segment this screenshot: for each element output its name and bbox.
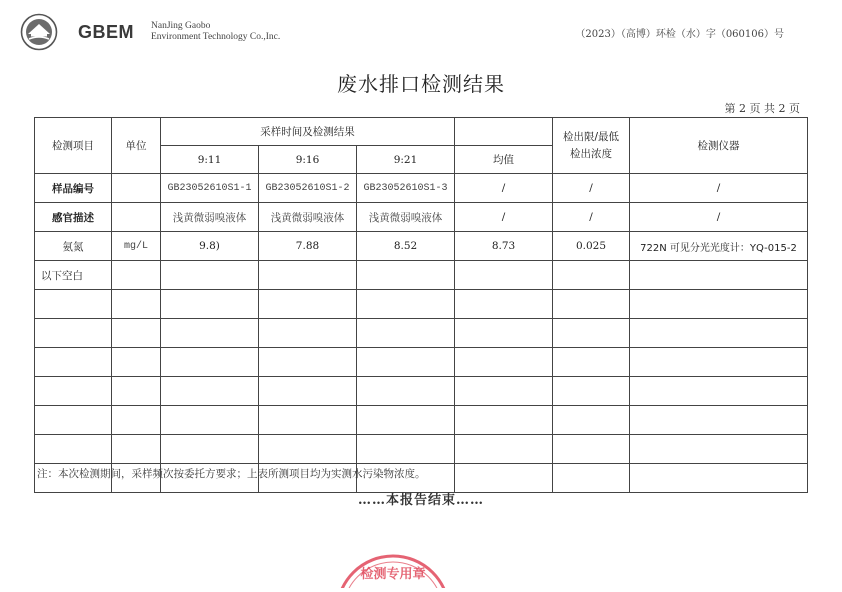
stamp-text: 检测专用章	[360, 567, 426, 582]
company-name-line2: Environment Technology Co.,Inc.	[151, 32, 281, 42]
row-mean: /	[455, 203, 553, 232]
page-title: 废水排口检测结果	[337, 72, 505, 96]
row-unit: mg/L	[112, 232, 161, 261]
header-mean: 均值	[455, 146, 553, 174]
header-item: 检测项目	[35, 118, 112, 174]
results-table	[34, 117, 808, 493]
row-mean: 8.73	[455, 232, 553, 261]
table-row	[35, 203, 808, 232]
table-row	[35, 232, 808, 261]
row-mean: /	[455, 174, 553, 203]
header-instrument: 检测仪器	[630, 118, 808, 174]
row-value-3	[357, 261, 455, 290]
row-value-3: 8.52	[357, 232, 455, 261]
row-limit: /	[553, 174, 630, 203]
row-limit	[553, 261, 630, 290]
document-number: （2023）（高博）环检（水）字（060106）号	[575, 29, 784, 40]
row-value-3: GB23052610S1-3	[357, 174, 455, 203]
row-value-1: 浅黄微弱嗅液体	[161, 203, 259, 232]
table-row-blank	[35, 435, 808, 464]
row-item: 样品编号	[35, 174, 112, 203]
table-row-blank	[35, 406, 808, 435]
row-value-1: 9.8)	[161, 232, 259, 261]
row-instrument: /	[630, 203, 808, 232]
header-limit: 检出限/最低检出浓度	[553, 118, 630, 174]
table-row-blank	[35, 377, 808, 406]
row-item: 以下空白	[35, 261, 112, 290]
report-end-marker: ……本报告结束……	[357, 493, 484, 508]
header-unit: 单位	[112, 118, 161, 174]
table-row	[35, 174, 808, 203]
table-row-blank	[35, 319, 808, 348]
row-value-3: 浅黄微弱嗅液体	[357, 203, 455, 232]
row-limit: 0.025	[553, 232, 630, 261]
row-item: 氨氮	[35, 232, 112, 261]
company-name	[151, 21, 280, 43]
table-header-row	[35, 118, 808, 146]
row-value-2: 浅黄微弱嗅液体	[259, 203, 357, 232]
footnote: 注：本次检测期间，采样频次按委托方要求；上表所测项目均为实测水污染物浓度。	[37, 468, 426, 480]
header-sampling-group: 采样时间及检测结果	[161, 118, 455, 146]
row-unit	[112, 261, 161, 290]
page-indicator: 第 2 页 共 2 页	[724, 102, 800, 115]
row-value-1: GB23052610S1-1	[161, 174, 259, 203]
table-row	[35, 261, 808, 290]
row-unit	[112, 174, 161, 203]
header-time-1: 9:11	[161, 146, 259, 174]
row-value-2: GB23052610S1-2	[259, 174, 357, 203]
table-row-blank	[35, 348, 808, 377]
row-limit: /	[553, 203, 630, 232]
row-unit	[112, 203, 161, 232]
header-mean-top	[455, 118, 553, 146]
row-value-2: 7.88	[259, 232, 357, 261]
row-item: 感官描述	[35, 203, 112, 232]
header-time-2: 9:16	[259, 146, 357, 174]
row-mean	[455, 261, 553, 290]
row-value-1	[161, 261, 259, 290]
table-row-blank	[35, 290, 808, 319]
row-value-2	[259, 261, 357, 290]
row-instrument: 722N 可见分光光度计：YQ-015-2	[630, 232, 808, 261]
inspection-stamp	[333, 550, 453, 588]
company-name-line1: NanJing Gaobo	[151, 21, 211, 31]
brand-name: GBEM	[78, 22, 134, 42]
company-logo	[20, 13, 58, 51]
row-instrument: /	[630, 174, 808, 203]
header-time-3: 9:21	[357, 146, 455, 174]
row-instrument	[630, 261, 808, 290]
